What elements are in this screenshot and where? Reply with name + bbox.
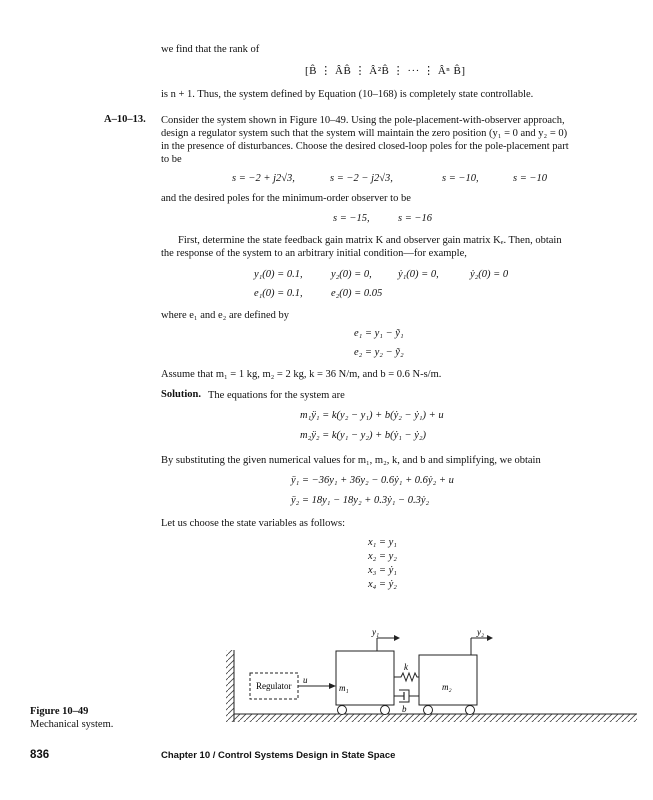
label-k: k <box>404 662 408 672</box>
intro-line: we find that the rank of <box>161 44 260 55</box>
system-equation: m₂ÿ₂ = k(y₁ − y₂) + b(ẏ₁ − ẏ₂) <box>300 430 427 441</box>
wheel <box>338 706 347 715</box>
assume-line: Assume that m₁ = 1 kg, m₂ = 2 kg, k = 36 N/m, and b = 0.6 N-s/m. <box>161 369 442 380</box>
page-number: 836 <box>30 749 50 761</box>
numeric-equation: ÿ₂ = 18y₁ − 18y₂ + 0.3ẏ₁ − 0.3ẏ₂ <box>291 495 430 506</box>
label-m2: m₂ <box>442 682 452 692</box>
wheel <box>424 706 433 715</box>
system-equation: m₁ÿ₁ = k(y₂ − y₁) + b(ẏ₂ − ẏ₁) + u <box>300 410 444 421</box>
observer-intro: and the desired poles for the minimum-order observer to be <box>161 193 411 204</box>
initial-condition: y₁(0) = 0.1, <box>254 269 303 280</box>
figure-caption-title: Figure 10–49 <box>30 706 89 717</box>
wheel <box>466 706 475 715</box>
observer-pole-2: s = −16 <box>398 213 433 224</box>
initial-condition: e₁(0) = 0.1, <box>254 288 303 299</box>
paragraph-2-line-2: the response of the system to an arbitrary initial condition—for example, <box>161 248 467 259</box>
solution-text: The equations for the system are <box>208 390 345 401</box>
intro-conclusion: is n + 1. Thus, the system defined by Equation (10–168) is completely state controllable. <box>161 89 534 100</box>
ground-hatch <box>234 714 637 722</box>
problem-line-2: design a regulator system such that the system will maintain the zero position (y₁ = 0 and y₂ = 0) <box>161 128 568 139</box>
label-u: u <box>303 675 308 685</box>
paragraph-2-line-1: First, determine the state feedback gain matrix K and observer gain matrix Kₑ. Then, obtain <box>178 235 562 246</box>
problem-line-3: in the presence of disturbances. Choose the desired closed-loop poles for the pole-placement part <box>161 141 569 152</box>
label-b: b <box>402 704 407 714</box>
wheel <box>381 706 390 715</box>
pole-3: s = −10, <box>442 173 479 184</box>
label-regulator: Regulator <box>256 681 292 691</box>
pole-1: s = −2 + j2√3, <box>232 173 295 184</box>
initial-condition: ẏ₂(0) = 0 <box>470 269 509 280</box>
observer-pole-1: s = −15, <box>333 213 370 224</box>
state-variable: x₁ = y₁ <box>368 537 397 548</box>
spring <box>394 673 419 681</box>
choose-line: Let us choose the state variables as follows: <box>161 518 345 529</box>
numeric-equation: ÿ₁ = −36y₁ + 36y₂ − 0.6ẏ₁ + 0.6ẏ₂ + u <box>291 475 454 486</box>
figure-caption-text: Mechanical system. <box>30 719 114 730</box>
state-variable: x₄ = ẏ₂ <box>368 579 397 590</box>
error-definition: e₂ = y₂ − ỹ₂ <box>354 347 404 358</box>
label-m1: m₁ <box>339 683 349 693</box>
problem-label: A–10–13. <box>104 114 146 125</box>
initial-condition: ẏ₁(0) = 0, <box>398 269 439 280</box>
problem-line-4: to be <box>161 154 182 165</box>
problem-line-1: Consider the system shown in Figure 10–49. Using the pole-placement-with-observer approach, <box>161 115 565 126</box>
u-arrowhead <box>329 683 336 689</box>
controllability-matrix: [B̂ ⋮ ÂB̂ ⋮ Â²B̂ ⋮ ··· ⋮ Âⁿ B̂] <box>305 65 466 77</box>
y2-arrowhead <box>487 635 493 641</box>
initial-condition: y₂(0) = 0, <box>331 269 372 280</box>
state-variable: x₃ = ẏ₁ <box>368 565 397 576</box>
where-line: where e₁ and e₂ are defined by <box>161 310 290 321</box>
substitution-line: By substituting the given numerical values for m₁, m₂, k, and b and simplifying, we obtain <box>161 455 541 466</box>
pole-2: s = −2 − j2√3, <box>330 173 393 184</box>
label-y2: y₂ <box>477 627 485 637</box>
mass-1 <box>336 651 394 705</box>
solution-label: Solution. <box>161 389 201 400</box>
label-y1: y₁ <box>372 627 380 637</box>
state-variable: x₂ = y₂ <box>368 551 397 562</box>
y1-arrowhead <box>394 635 400 641</box>
mass-2 <box>419 655 477 705</box>
initial-condition: e₂(0) = 0.05 <box>331 288 383 299</box>
error-definition: e₁ = y₁ − ỹ₁ <box>354 328 404 339</box>
wall-hatch <box>226 650 234 722</box>
chapter-footer: Chapter 10 / Control Systems Design in State Space <box>161 750 396 761</box>
pole-4: s = −10 <box>513 173 548 184</box>
